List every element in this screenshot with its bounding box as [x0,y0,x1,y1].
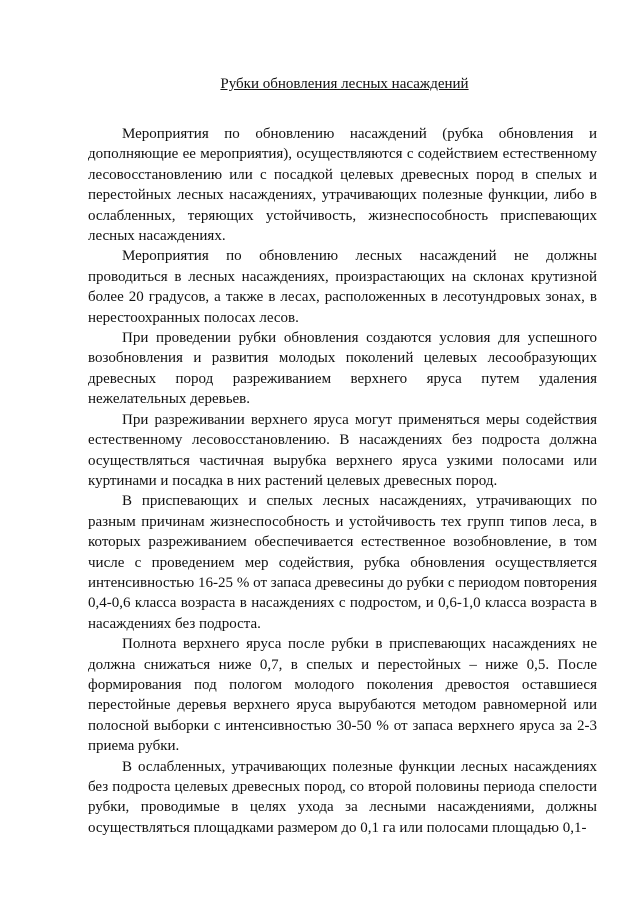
document-page [88,74,597,838]
paragraph-2: Мероприятия по обновлению лесных насаждений не должны проводиться в лесных насаждениях, произрастающих на склонах крутизной более 20 градусов, а также в лесах, расположенных в лесотундровых зонах, в нерестоохранных полосах лесов. [88,248,597,326]
paragraph-4: При разреживании верхнего яруса могут применяться меры содействия естественному лесовосстановлению. В насаждениях без подроста должна осуществляться частичная вырубка верхнего яруса узкими полосами или куртинами и посадка в них растений целевых древесных пород. [88,411,597,489]
paragraph-1: Мероприятия по обновлению насаждений (рубка обновления и дополняющие ее мероприятия), осуществляются с содействием естественному лесовосстановлению или с посадкой целевых древесных пород в спелых и перестойных лесных насаждениях, утрачивающих полезные функции, либо в ослабленных, теряющих устойчивость, жизнеспособность приспевающих лесных насаждениях. [88,126,597,245]
paragraph-7: В ослабленных, утрачивающих полезные функции лесных насаждениях без подроста целевых древесных пород, со второй половины периода спелости рубки, проводимые в целях ухода за лесными насаждениями, должны осуществляться площадками размером до 0,1 га или полосами площадью 0,1- [88,758,597,836]
paragraph-5: В приспевающих и спелых лесных насаждениях, утрачивающих по разным причинам жизнеспособность и устойчивость тех групп типов леса, в которых разреживанием обеспечивается естественное возобновление, в том числе с проведением мер содействия, рубка обновления осуществляется интенсивностью 16-25 % от запаса древесины до рубки с периодом повторения 0,4-0,6 класса возраста в насаждениях с подростом, и 0,6-1,0 класса возраста в насаждениях без подроста. [88,493,597,632]
paragraph-6: Полнота верхнего яруса после рубки в приспевающих насаждениях не должна снижаться ниже 0,7, в спелых и перестойных – ниже 0,5. После формирования под пологом молодого поколения древостоя оставшиеся перестойные деревья верхнего яруса вырубаются методом равномерной или полосной выборки с интенсивностью 30-50 % от запаса верхнего яруса за 2-3 приема рубки. [88,636,597,755]
paragraph-3: При проведении рубки обновления создаются условия для успешного возобновления и развития молодых поколений целевых лесообразующих древесных пород разреживанием верхнего яруса путем удаления нежелательных деревьев. [88,330,597,408]
document-title: Рубки обновления лесных насаждений [220,76,469,92]
